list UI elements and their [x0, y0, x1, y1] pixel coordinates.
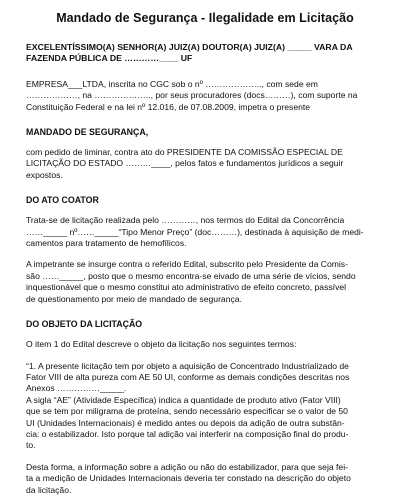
quote-paragraph [26, 361, 384, 452]
ato-coator-line-3: camentos para tratamento de hemofílicos. [26, 238, 187, 249]
quote-line-3: Anexos ……………_____. [26, 383, 127, 394]
final-line-1: Desta forma, a informação sobre a adição ou não do estabilizador, para que seja fei- [26, 461, 348, 472]
quote-line-4: A sigla “AE” (Atividade Específica) indica a quantidade de produto ativo (Fator VIII) [26, 394, 341, 405]
ato-coator-paragraph [26, 215, 384, 249]
mandado-line-1: com pedido de liminar, contra ato do PRESIDENTE DA COMISSÃO ESPECIAL DE [26, 147, 343, 158]
impetrante-line-1: A impetrante se insurge contra o referido Edital, subscrito pelo Presidente da Comis- [26, 259, 348, 270]
addressee-block [26, 42, 384, 65]
quote-line-5: que se tem por miligrama de proteína, sendo necessário especificar se o valor de 50 [26, 406, 348, 417]
quote-line-1: “1. A presente licitação tem por objeto a aquisição de Concentrado Industrializado de [26, 360, 349, 371]
mandado-line-3: expostos. [26, 169, 63, 180]
objeto-intro: O item 1 do Edital descreve o objeto da licitação nos seguintes termos: [26, 339, 297, 350]
mandado-line-2: LICITAÇÃO DO ESTADO ………____, pelos fatos e fundamentos jurídicos a seguir [26, 158, 344, 169]
quote-line-8: to. [26, 440, 36, 451]
objeto-heading: DO OBJETO DA LICITAÇÃO [26, 319, 143, 330]
intro-line-1: EMPRESA___LTDA, inscrita no CGC sob o nº ……………….., com sede em [26, 78, 318, 89]
impetrante-line-3: inquestionável que o mesmo constitui ato administrativo de efeito concreto, passível [26, 282, 347, 293]
final-paragraph [26, 462, 384, 496]
quote-line-7: cia: o estabilizador. Isto porque tal adição vai interferir na composição final do produ- [26, 428, 349, 439]
addressee-line-1: EXCELENTÍSSIMO(A) SENHOR(A) JUIZ(A) DOUTOR(A) JUIZ(A) _____ VARA DA [26, 42, 353, 52]
mandado-paragraph [26, 147, 384, 181]
final-line-3: da licitação. [26, 484, 72, 495]
ato-coator-heading: DO ATO COATOR [26, 195, 99, 206]
mandado-heading: MANDADO DE SEGURANÇA, [26, 127, 149, 138]
impetrante-paragraph [26, 259, 384, 305]
intro-line-3: Constituição Federal e na lei nº 12.016, de 07.08.2009, impetra o presente [26, 101, 311, 112]
quote-line-6: UI (Unidades Internacionais) é medido antes ou depois da adição de outra substân- [26, 417, 345, 428]
final-line-2: ta a medição de Unidades Internacionais deveria ter constado na descrição do objeto [26, 473, 351, 484]
quote-line-2: Fator VIII de alta pureza com AE 50 UI, conforme as demais condições descritas nos [26, 371, 350, 382]
ato-coator-line-1: Trata-se de licitação realizada pelo …………, nos termos do Edital da Concorrência [26, 215, 345, 226]
impetrante-line-2: são ……_____, posto que o mesmo encontra-se eivado de uma série de vícios, sendo [26, 270, 356, 281]
impetrante-line-4: de questionamento por meio de mandado de segurança. [26, 293, 242, 304]
ato-coator-line-2: ……_____ nº……_____“Tipo Menor Preço” (doc………), destinada à aquisição de medi- [26, 226, 364, 237]
document-title: Mandado de Segurança - Ilegalidade em Licitação [56, 11, 354, 25]
addressee-line-2: FAZENDA PÚBLICA DE …………____ UF [26, 53, 193, 64]
intro-line-2: ………………, na ……………….., por seus procuradores (docs………), com suporte na [26, 90, 358, 101]
intro-paragraph [26, 79, 384, 113]
